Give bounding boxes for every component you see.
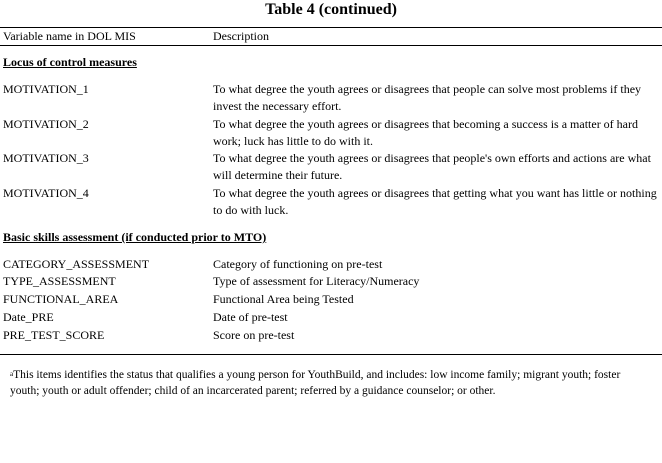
variable-description: Type of assessment for Literacy/Numeracy bbox=[213, 274, 420, 288]
variable-description: To what degree the youth agrees or disagrees that becoming a success is a matter of hard work; luck has little to do with it. bbox=[213, 117, 639, 148]
column-header-description: Description bbox=[213, 29, 269, 43]
variable-name: FUNCTIONAL_AREA bbox=[3, 292, 119, 306]
variable-name: TYPE_ASSESSMENT bbox=[3, 274, 116, 288]
variable-description: Score on pre-test bbox=[213, 328, 295, 342]
footnote-marker: a bbox=[10, 370, 14, 378]
variable-description: Date of pre-test bbox=[213, 310, 288, 324]
variable-description: Functional Area being Tested bbox=[213, 292, 354, 306]
variable-name: MOTIVATION_4 bbox=[3, 186, 89, 200]
header-rule bbox=[0, 45, 662, 46]
footnote bbox=[10, 367, 650, 399]
variable-name: Date_PRE bbox=[3, 310, 54, 324]
variable-description: To what degree the youth agrees or disagrees that people's own efforts and actions are what will determine their future. bbox=[213, 151, 651, 182]
variable-description: To what degree the youth agrees or disagrees that people can solve most problems if they invest the necessary effort. bbox=[213, 82, 642, 113]
section-heading-locus-of-control: Locus of control measures bbox=[3, 55, 137, 69]
footnote-text: This items identifies the status that qualifies a young person for YouthBuild, and includes: low income family; migrant youth; foster youth; youth or adult offender; child of an incarcerated parent; referred by a guidance counselor; or other. bbox=[10, 369, 621, 397]
variable-name: MOTIVATION_3 bbox=[3, 151, 89, 165]
variable-name: CATEGORY_ASSESSMENT bbox=[3, 257, 150, 271]
variable-description: Category of functioning on pre-test bbox=[213, 257, 383, 271]
variable-name: PRE_TEST_SCORE bbox=[3, 328, 105, 342]
table-title: Table 4 (continued) bbox=[265, 1, 397, 18]
variable-name: MOTIVATION_2 bbox=[3, 117, 89, 131]
column-header-variable: Variable name in DOL MIS bbox=[3, 29, 136, 43]
section-heading-basic-skills: Basic skills assessment (if conducted prior to MTO) bbox=[3, 230, 267, 244]
bottom-rule bbox=[0, 354, 662, 355]
variable-description: To what degree the youth agrees or disagrees that getting what you want has little or nothing to do with luck. bbox=[213, 186, 657, 217]
variable-name: MOTIVATION_1 bbox=[3, 82, 89, 96]
